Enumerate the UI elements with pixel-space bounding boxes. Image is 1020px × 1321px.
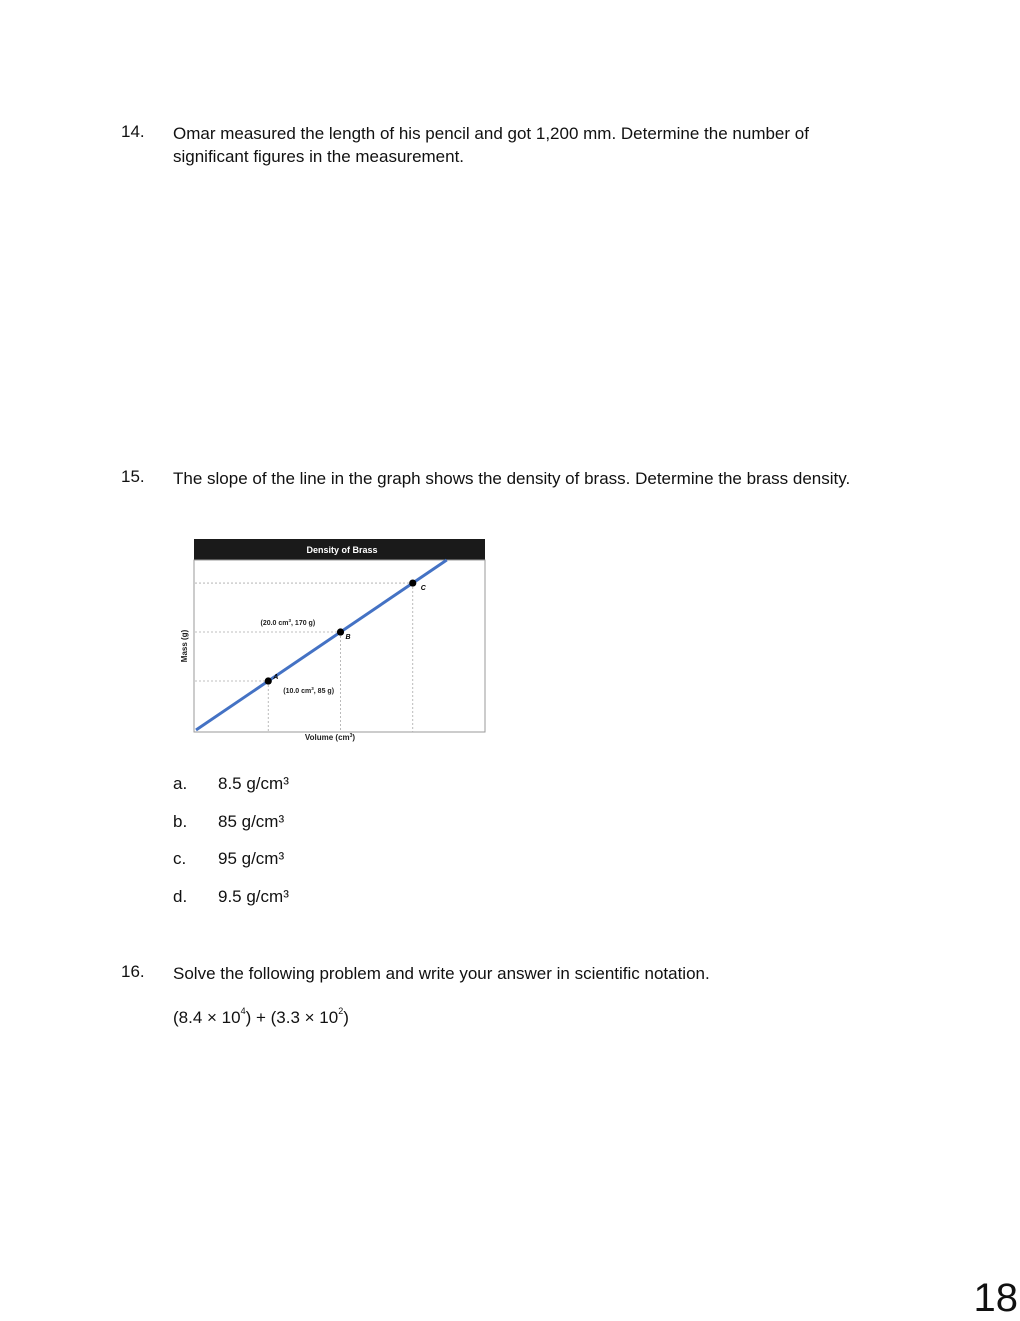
y-axis-label: Mass (g)	[180, 629, 189, 663]
question-text: The slope of the line in the graph shows the density of brass. Determine the brass density.	[173, 469, 851, 488]
point-name-c: C	[420, 585, 426, 593]
chart-title: Density of Brass	[306, 545, 378, 555]
expr-part: (8.4 × 10	[173, 1008, 241, 1027]
point-label-b: (20.0 $cm^3$, 170 g)	[260, 618, 316, 628]
exponent: 2	[338, 1006, 344, 1017]
choice-value: 85 g/cm³	[218, 812, 285, 831]
choice-letter: d.	[173, 887, 188, 906]
data-point-b	[337, 628, 344, 635]
expr-part: ) + (3.3 × 10	[245, 1008, 339, 1027]
question-number: 14.	[121, 122, 145, 141]
point-name-b: B	[345, 634, 351, 642]
question-number: 15.	[121, 467, 145, 486]
data-point-c	[409, 579, 416, 586]
math-expression	[173, 1008, 349, 1028]
choice-value: 8.5 g/cm³	[218, 774, 289, 793]
choice-letter: a.	[173, 774, 188, 793]
choice-letter: c.	[173, 849, 187, 868]
choice-value: 95 g/cm³	[218, 849, 285, 868]
question-number: 16.	[121, 962, 145, 981]
point-label-a: (10.0 $cm^3$, 85 g)	[283, 686, 335, 696]
x-axis-label: Volume $(cm^3)$	[304, 733, 356, 742]
choice-value: 9.5 g/cm³	[218, 887, 289, 906]
plot-area	[194, 560, 485, 732]
question-text: Solve the following problem and write your answer in scientific notation.	[173, 964, 710, 983]
data-point-a	[265, 677, 272, 684]
choice-letter: b.	[173, 812, 188, 831]
page-number: 18	[973, 1276, 1018, 1320]
point-name-a: A	[273, 674, 279, 682]
exponent: 4	[240, 1006, 246, 1017]
question-text: Omar measured the length of his pencil and got 1,200 mm. Determine the number of significant figures in the measurement.	[173, 124, 809, 166]
density-chart	[170, 536, 490, 746]
expr-part: )	[343, 1008, 349, 1027]
